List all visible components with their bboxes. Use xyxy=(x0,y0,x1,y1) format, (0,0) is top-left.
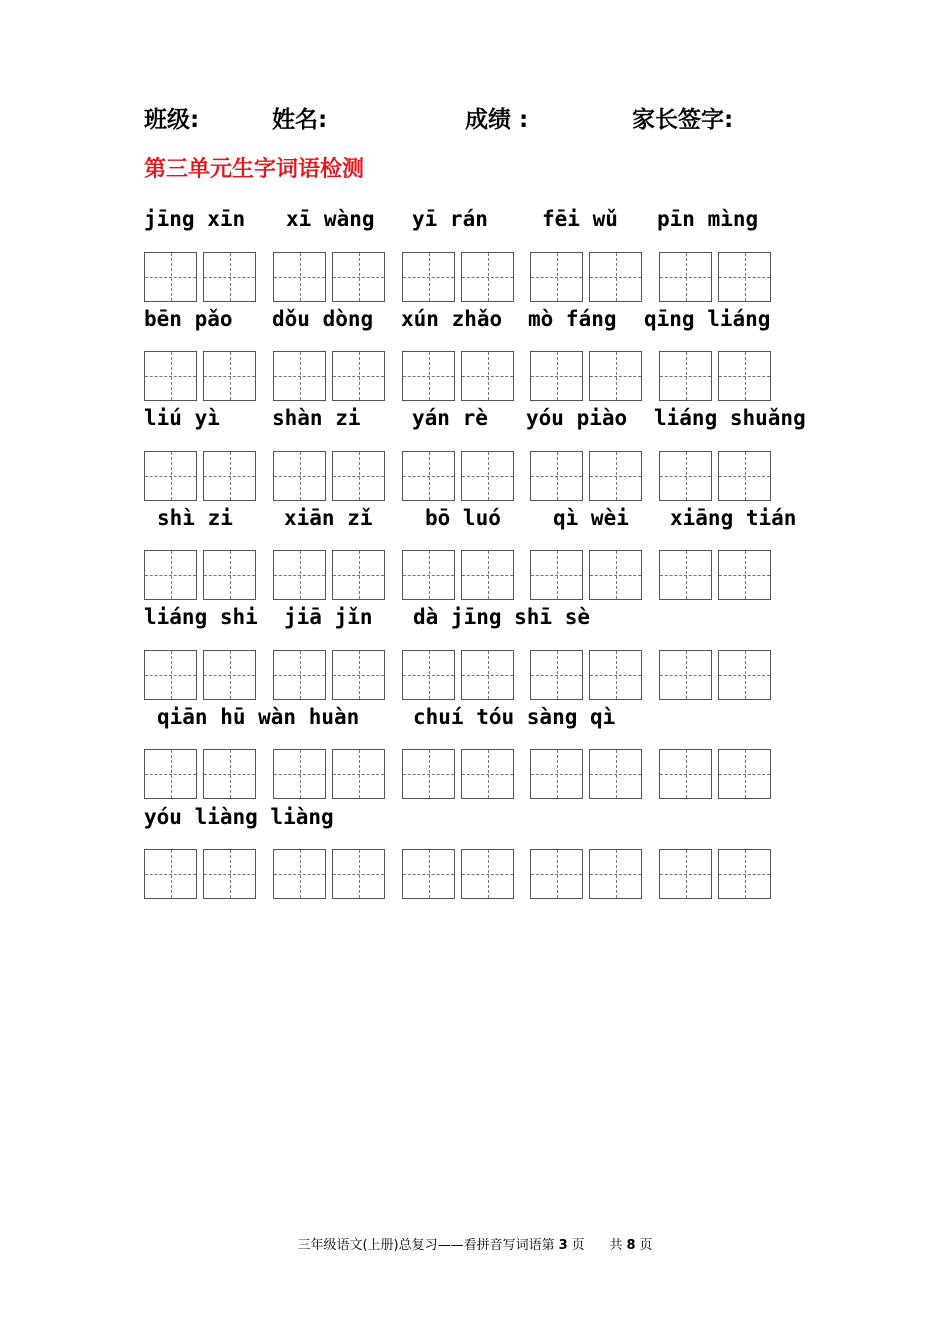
pinyin-r3-2: shàn zi xyxy=(272,406,361,430)
char-box[interactable] xyxy=(461,451,514,501)
pinyin-r5-2: jiā jǐn xyxy=(284,605,373,629)
pinyin-r2-4: mò fáng xyxy=(528,307,617,331)
writing-grid-r5-5[interactable] xyxy=(659,650,772,702)
char-box[interactable] xyxy=(659,451,712,501)
pinyin-r1-4: fēi wǔ xyxy=(542,207,618,231)
pinyin-r2-5: qīng liáng xyxy=(644,307,771,331)
footer-page-number: 3 xyxy=(558,1238,568,1253)
writing-grid-r7-4[interactable] xyxy=(530,849,643,901)
writing-grid-r2-1[interactable] xyxy=(144,351,257,403)
writing-grid-r6-5[interactable] xyxy=(659,749,772,801)
page-title: 第三单元生字词语检测 xyxy=(144,157,365,182)
char-box[interactable] xyxy=(273,252,326,302)
char-box[interactable] xyxy=(332,650,385,700)
char-box[interactable] xyxy=(144,351,197,401)
writing-grid-r7-5[interactable] xyxy=(659,849,772,901)
pinyin-r5-3: dà jīng shī sè xyxy=(413,605,591,629)
char-box[interactable] xyxy=(402,451,455,501)
char-box[interactable] xyxy=(589,749,642,799)
char-box[interactable] xyxy=(273,849,326,899)
pinyin-r6-1: qiān hū wàn huàn xyxy=(157,705,360,729)
char-box[interactable] xyxy=(659,351,712,401)
writing-grid-r6-2[interactable] xyxy=(273,749,386,801)
pinyin-r3-3: yán rè xyxy=(412,406,488,430)
writing-grid-r3-4[interactable] xyxy=(530,451,643,503)
char-box[interactable] xyxy=(659,550,712,600)
writing-grid-r6-1[interactable] xyxy=(144,749,257,801)
char-box[interactable] xyxy=(461,749,514,799)
footer-total-unit: 页 xyxy=(639,1238,653,1253)
char-box[interactable] xyxy=(589,252,642,302)
char-box[interactable] xyxy=(402,550,455,600)
char-box[interactable] xyxy=(144,749,197,799)
writing-grid-r5-4[interactable] xyxy=(530,650,643,702)
char-box[interactable] xyxy=(203,351,256,401)
pinyin-r2-1: bēn pǎo xyxy=(144,307,233,331)
writing-grid-r2-4[interactable] xyxy=(530,351,643,403)
char-box[interactable] xyxy=(530,550,583,600)
char-box[interactable] xyxy=(203,550,256,600)
pinyin-r3-4: yóu piào xyxy=(526,406,628,430)
writing-grid-r1-4[interactable] xyxy=(530,252,643,304)
class-label: 班级: xyxy=(144,107,200,133)
pinyin-r2-3: xún zhǎo xyxy=(401,307,503,331)
char-box[interactable] xyxy=(718,749,771,799)
char-box[interactable] xyxy=(402,351,455,401)
writing-grid-r7-2[interactable] xyxy=(273,849,386,901)
char-box[interactable] xyxy=(659,252,712,302)
char-box[interactable] xyxy=(461,650,514,700)
parent-signature-label: 家长签字: xyxy=(632,107,734,133)
char-box[interactable] xyxy=(203,650,256,700)
writing-grid-r2-2[interactable] xyxy=(273,351,386,403)
char-box[interactable] xyxy=(718,451,771,501)
pinyin-r7-1: yóu liàng liàng xyxy=(144,805,334,829)
char-box[interactable] xyxy=(461,351,514,401)
char-box[interactable] xyxy=(273,749,326,799)
char-box[interactable] xyxy=(718,351,771,401)
writing-grid-r1-2[interactable] xyxy=(273,252,386,304)
char-box[interactable] xyxy=(718,849,771,899)
name-label: 姓名: xyxy=(272,107,328,133)
char-box[interactable] xyxy=(461,849,514,899)
char-box[interactable] xyxy=(273,351,326,401)
char-box[interactable] xyxy=(332,849,385,899)
char-box[interactable] xyxy=(718,650,771,700)
char-box[interactable] xyxy=(530,351,583,401)
char-box[interactable] xyxy=(530,650,583,700)
pinyin-r3-5: liáng shuǎng xyxy=(654,406,806,430)
char-box[interactable] xyxy=(332,749,385,799)
char-box[interactable] xyxy=(659,849,712,899)
writing-grid-r3-3[interactable] xyxy=(402,451,515,503)
writing-grid-r1-1[interactable] xyxy=(144,252,257,304)
char-box[interactable] xyxy=(332,252,385,302)
footer-text: 三年级语文(上册)总复习——看拼音写词语第 xyxy=(297,1238,555,1253)
pinyin-r4-5: xiāng tián xyxy=(670,506,797,530)
writing-grid-r7-1[interactable] xyxy=(144,849,257,901)
writing-grid-r3-1[interactable] xyxy=(144,451,257,503)
pinyin-r2-2: dǒu dòng xyxy=(272,307,374,331)
pinyin-r3-1: liú yì xyxy=(144,406,220,430)
score-label: 成绩 : xyxy=(465,107,529,133)
char-box[interactable] xyxy=(530,252,583,302)
char-box[interactable] xyxy=(144,252,197,302)
footer-total-prefix: 共 xyxy=(609,1238,623,1253)
char-box[interactable] xyxy=(530,749,583,799)
char-box[interactable] xyxy=(659,650,712,700)
char-box[interactable] xyxy=(144,451,197,501)
char-box[interactable] xyxy=(402,849,455,899)
writing-grid-r3-5[interactable] xyxy=(659,451,772,503)
pinyin-r1-5: pīn mìng xyxy=(657,207,759,231)
char-box[interactable] xyxy=(273,451,326,501)
char-box[interactable] xyxy=(718,252,771,302)
char-box[interactable] xyxy=(203,749,256,799)
char-box[interactable] xyxy=(402,252,455,302)
char-box[interactable] xyxy=(461,550,514,600)
char-box[interactable] xyxy=(589,849,642,899)
pinyin-r4-3: bō luó xyxy=(425,506,501,530)
char-box[interactable] xyxy=(402,749,455,799)
pinyin-r1-3: yī rán xyxy=(412,207,488,231)
char-box[interactable] xyxy=(461,252,514,302)
char-box[interactable] xyxy=(530,849,583,899)
char-box[interactable] xyxy=(589,351,642,401)
char-box[interactable] xyxy=(530,451,583,501)
writing-grid-r4-2[interactable] xyxy=(273,550,386,602)
char-box[interactable] xyxy=(144,650,197,700)
writing-grid-r6-3[interactable] xyxy=(402,749,515,801)
char-box[interactable] xyxy=(332,550,385,600)
writing-grid-r5-2[interactable] xyxy=(273,650,386,702)
pinyin-r6-2: chuí tóu sàng qì xyxy=(413,705,616,729)
writing-grid-r5-3[interactable] xyxy=(402,650,515,702)
footer-page-unit: 页 xyxy=(571,1238,585,1253)
writing-grid-r1-3[interactable] xyxy=(402,252,515,304)
pinyin-r4-2: xiān zǐ xyxy=(284,506,373,530)
pinyin-r4-4: qì wèi xyxy=(553,506,629,530)
char-box[interactable] xyxy=(273,650,326,700)
header xyxy=(0,101,950,137)
pinyin-r4-1: shì zi xyxy=(157,506,233,530)
writing-grid-r4-3[interactable] xyxy=(402,550,515,602)
pinyin-r1-2: xī wàng xyxy=(286,207,375,231)
char-box[interactable] xyxy=(402,650,455,700)
char-box[interactable] xyxy=(718,550,771,600)
char-box[interactable] xyxy=(203,451,256,501)
char-box[interactable] xyxy=(144,550,197,600)
char-box[interactable] xyxy=(659,749,712,799)
char-box[interactable] xyxy=(203,849,256,899)
pinyin-r1-1: jīng xīn xyxy=(144,207,246,231)
writing-grid-r7-3[interactable] xyxy=(402,849,515,901)
writing-grid-r4-4[interactable] xyxy=(530,550,643,602)
writing-grid-r1-5[interactable] xyxy=(659,252,772,304)
char-box[interactable] xyxy=(144,849,197,899)
char-box[interactable] xyxy=(273,550,326,600)
writing-grid-r2-3[interactable] xyxy=(402,351,515,403)
footer-total-pages: 8 xyxy=(626,1238,636,1253)
writing-grid-r2-5[interactable] xyxy=(659,351,772,403)
char-box[interactable] xyxy=(589,650,642,700)
char-box[interactable] xyxy=(332,351,385,401)
writing-grid-r6-4[interactable] xyxy=(530,749,643,801)
writing-grid-r3-2[interactable] xyxy=(273,451,386,503)
pinyin-r5-1: liáng shi xyxy=(144,605,258,629)
char-box[interactable] xyxy=(589,451,642,501)
writing-grid-r5-1[interactable] xyxy=(144,650,257,702)
char-box[interactable] xyxy=(332,451,385,501)
char-box[interactable] xyxy=(589,550,642,600)
footer xyxy=(0,1234,950,1253)
writing-grid-r4-5[interactable] xyxy=(659,550,772,602)
writing-grid-r4-1[interactable] xyxy=(144,550,257,602)
char-box[interactable] xyxy=(203,252,256,302)
